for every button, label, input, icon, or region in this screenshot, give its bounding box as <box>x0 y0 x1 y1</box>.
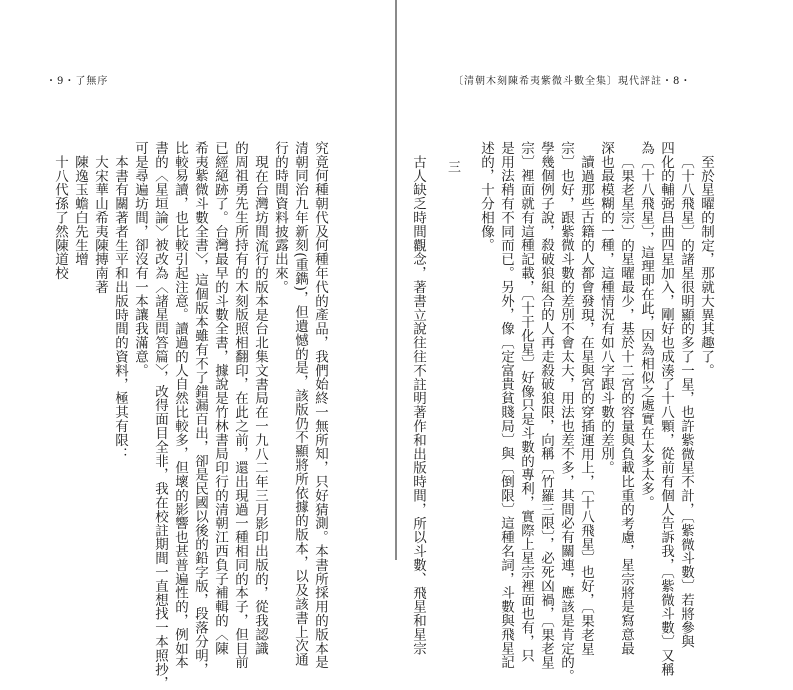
left-column: 行的時間資料披露出來。 <box>272 141 288 294</box>
right-column: 為〔十八飛星〕，這理即在此，因為相似之處實在太多太多。 <box>638 141 654 510</box>
right-column: 深也最模糊的一種，這種情況有如八字跟斗數的差別。 <box>598 141 614 475</box>
left-column: 書的〈星垣論〉被改為〈諸星問答篇〉，改得面目全非，我在校註期間一直想找一本照抄， <box>152 141 168 690</box>
left-column: 可是尋遍坊間，卻沒有一本讓我滿意。 <box>132 141 148 378</box>
right-column: 述的，十分相像。 <box>478 141 494 253</box>
left-column: 現在台灣坊間流行的版本是台北集文書局在一九八二年三月影印出版的，從我認識 <box>252 155 268 656</box>
right-column: 至於星曜的制定，那就大異其趣了。 <box>698 155 714 378</box>
right-column: 〔十八飛星〕的諸星很明顯的多了一星，也許紫微星不計，〔紫微斗數〕若將參與 <box>678 155 694 649</box>
author-line: 大宋華山希夷陳摶南著 <box>92 155 108 294</box>
right-page-header: 〔清朝木刻陳希夷紫微斗數全集〕現代評註・8・ <box>453 76 692 87</box>
right-page <box>397 0 793 684</box>
right-column: 〔果老星宗〕的星曜最少，基於十二宮的容量與負載比重的考慮，星宗將是寫意最 <box>618 155 634 656</box>
author-line: 十八代孫了然陳道校 <box>52 155 68 281</box>
left-column: 希夷紫微斗數全書〉，這個版本雖有不了錯漏百出，卻是民國以後的鉛字版，段落分明， <box>192 141 208 677</box>
right-column: 宗〕裡面就有這種記載，〔十干化星〕好像只是斗數的專利，實際上星宗裡面也有，只 <box>518 141 534 663</box>
left-column: 比較易讀，也比較引起注意。讀過的人自然比較多，但壞的影響也甚普遍性的，例如本 <box>172 141 188 670</box>
right-column: 是用法稍有不同而已。另外，像〔定富貴貧賤局〕與〔倒限〕這種名詞，斗數與飛星記 <box>498 141 514 670</box>
section-number: 三 <box>445 160 460 174</box>
right-column: 四化的輔弼昌曲四星加入，剛好也成湊了十八顆，從前有個人告訴我，〔紫微斗數〕又稱 <box>658 141 674 677</box>
author-line: 陳逸玉蟾白先生增 <box>72 155 88 267</box>
right-column: 學幾個例子說，殺破狼組合的人再走殺破狼限，向稱〔竹羅三限〕，必死凶禍，〔果老星 <box>538 141 554 670</box>
left-page-header: ・9・了無序 <box>46 76 109 87</box>
left-column: 的周祖勇先生所持有的木刻版照相翻印，在此之前，還出現過一種相同的本子，但目前 <box>232 141 248 670</box>
right-column: 讀過那些古籍的人都會發現，在星與宮的穿插運用上，〔十八飛星〕也好，〔果老星 <box>578 155 594 656</box>
left-column: 已經絕跡了。台灣最早的斗數全書，據說是竹林書局印行的清朝江西負子補輯的〈陳 <box>212 141 228 656</box>
left-column: 本書有關著者生平和出版時間的資料，極其有限： <box>112 155 128 461</box>
left-column: 究竟何種朝代及何種年代的產品，我們始終一無所知，只好猜測。本書所採用的版本是 <box>312 141 328 670</box>
left-page <box>0 0 396 690</box>
right-column: 宗〕也好，跟紫微斗數的差別不會太大，用法也差不多，其間必有關連，應該是肯定的。 <box>558 141 574 684</box>
left-column: 清朝同治九年新刻(重鐫)，但遺憾的是，該版仍不顯將所依據的版本，以及該書上次通 <box>292 141 308 667</box>
right-column: 古人缺乏時間觀念，著書立說往往不註明著作和出版時間，所以斗數、飛星和星宗 <box>410 155 426 656</box>
